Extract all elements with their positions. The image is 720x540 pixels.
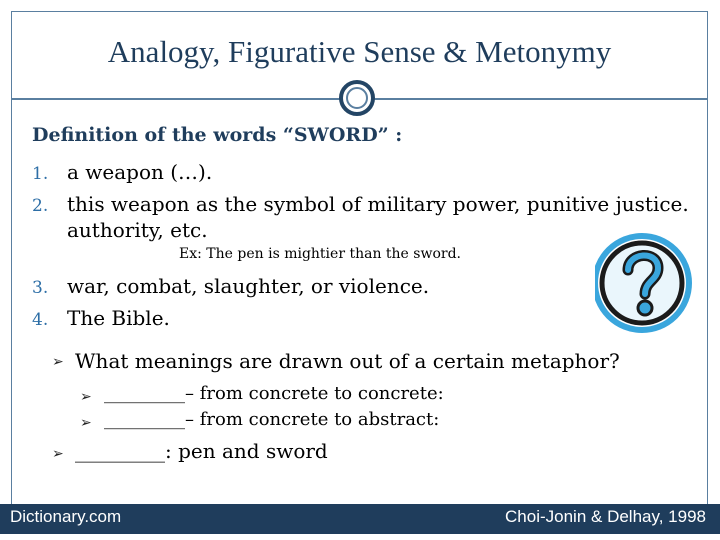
- definition-number: 2.: [32, 196, 49, 216]
- definition-heading: Definition of the words “SWORD” :: [32, 124, 403, 146]
- definition-number: 4.: [32, 310, 49, 330]
- sub-bullet-text: _________– from concrete to abstract:: [104, 409, 440, 430]
- definition-number: 1.: [32, 164, 49, 184]
- definition-text: war, combat, slaughter, or violence.: [67, 274, 430, 298]
- footer-citation: Choi-Jonin & Delhay, 1998: [505, 507, 706, 526]
- question-mark-icon: [595, 228, 720, 340]
- definition-continuation: authority, etc.: [67, 218, 208, 242]
- sub-bullet-text: _________– from concrete to concrete:: [104, 383, 444, 404]
- definition-text: a weapon (…).: [67, 160, 213, 184]
- definition-number: 3.: [32, 278, 49, 298]
- ring-ornament-icon: [339, 80, 375, 116]
- definition-text: this weapon as the symbol of military power, punitive justice.: [67, 192, 689, 216]
- arrow-bullet-icon: ➢: [52, 354, 64, 370]
- definition-text: The Bible.: [67, 306, 170, 330]
- example-sentence: Ex: The pen is mightier than the sword.: [179, 246, 461, 262]
- last-bullet-text: _________: pen and sword: [75, 439, 328, 463]
- arrow-bullet-icon: ➢: [80, 389, 92, 405]
- question-text: What meanings are drawn out of a certain metaphor?: [75, 349, 620, 373]
- slide-title: Analogy, Figurative Sense & Metonymy: [107, 34, 612, 69]
- footer-source: Dictionary.com: [10, 507, 122, 526]
- arrow-bullet-icon: ➢: [80, 415, 92, 431]
- arrow-bullet-icon: ➢: [52, 446, 64, 462]
